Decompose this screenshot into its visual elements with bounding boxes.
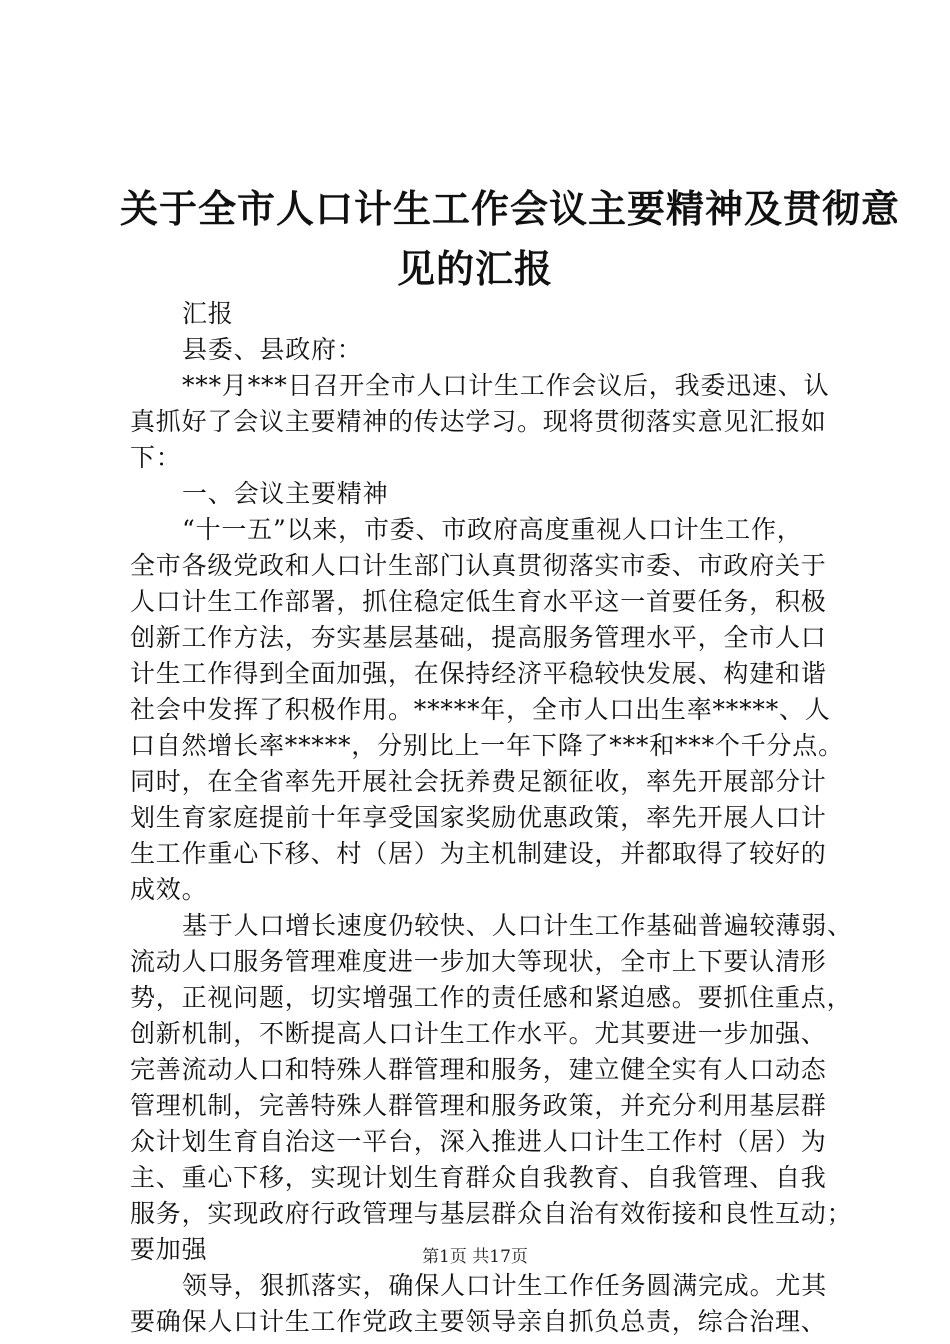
text-line: 成效。 bbox=[130, 875, 208, 904]
text-line: 创新工作方法，夯实基层基础，提高服务管理水平，全市人口 bbox=[130, 623, 827, 652]
text-line: 完善流动人口和特殊人群管理和服务，建立健全实有人口动态 bbox=[130, 1055, 827, 1084]
text-line: 众计划生育自治这一平台，深入推进人口计生工作村（居）为 bbox=[130, 1127, 827, 1156]
text-line: 势，正视问题，切实增强工作的责任感和紧迫感。要抓住重点， bbox=[130, 983, 853, 1012]
document-body bbox=[130, 296, 853, 1340]
page-number-footer: 第1页 共17页 bbox=[422, 1247, 528, 1267]
text-line: 要确保人口计生工作党政主要领导亲自抓负总责，综合治理、 bbox=[130, 1307, 827, 1336]
text-line: 领导，狠抓落实，确保人口计生工作任务圆满完成。尤其 bbox=[182, 1271, 828, 1300]
section-heading: 一、会议主要精神 bbox=[182, 479, 389, 508]
text-line: “十一五”以来，市委、市政府高度重视人口计生工作， bbox=[182, 515, 803, 544]
text-line: 基于人口增长速度仍较快、人口计生工作基础普遍较薄弱、 bbox=[182, 911, 853, 940]
text-line: 流动人口服务管理难度进一步加大等现状，全市上下要认清形 bbox=[130, 947, 827, 976]
document-title-line-1: 关于全市人口计生工作会议主要精神及贯彻意 bbox=[120, 186, 901, 231]
text-line: 汇报 bbox=[182, 299, 234, 328]
text-line: 服务，实现政府行政管理与基层群众自治有效衔接和良性互动； bbox=[130, 1199, 853, 1228]
text-line: 划生育家庭提前十年享受国家奖励优惠政策，率先开展人口计 bbox=[130, 803, 827, 832]
text-line: 社会中发挥了积极作用。*****年，全市人口出生率*****、人 bbox=[130, 695, 831, 724]
text-line: 计生工作得到全面加强，在保持经济平稳较快发展、构建和谐 bbox=[130, 659, 827, 688]
text-line: 同时，在全省率先开展社会抚养费足额征收，率先开展部分计 bbox=[130, 767, 827, 796]
text-line: 主、重心下移，实现计划生育群众自我教育、自我管理、自我 bbox=[130, 1163, 827, 1192]
text-line: 真抓好了会议主要精神的传达学习。现将贯彻落实意见汇报如 bbox=[130, 407, 827, 436]
text-line: 生工作重心下移、村（居）为主机制建设，并都取得了较好的 bbox=[130, 839, 827, 868]
text-line: 人口计生工作部署，抓住稳定低生育水平这一首要任务，积极 bbox=[130, 587, 827, 616]
text-line: ***月***日召开全市人口计生工作会议后，我委迅速、认 bbox=[182, 371, 830, 400]
text-line: 口自然增长率*****，分别比上一年下降了***和***个千分点。 bbox=[130, 731, 844, 760]
text-line: 县委、县政府： bbox=[182, 335, 363, 364]
text-line: 管理机制，完善特殊人群管理和服务政策，并充分利用基层群 bbox=[130, 1091, 827, 1120]
text-line: 要加强 bbox=[130, 1235, 208, 1264]
text-line: 全市各级党政和人口计生部门认真贯彻落实市委、市政府关于 bbox=[130, 551, 827, 580]
text-line: 创新机制，不断提高人口计生工作水平。尤其要进一步加强、 bbox=[130, 1019, 827, 1048]
document-title-line-2: 见的汇报 bbox=[396, 246, 553, 291]
text-line: 下： bbox=[130, 443, 182, 472]
